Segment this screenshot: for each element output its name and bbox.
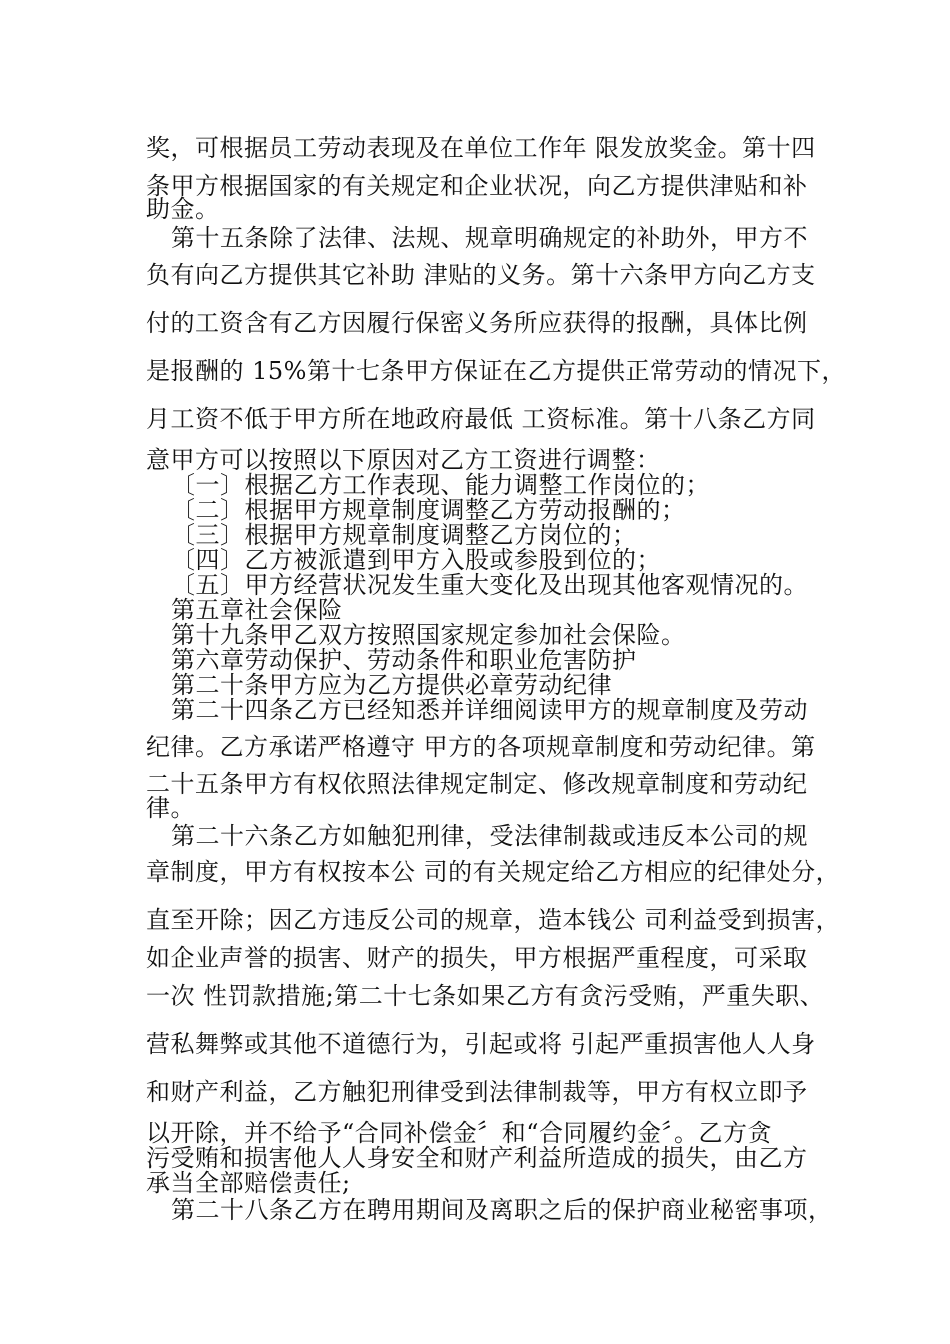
text-line-31: 污受贿和损害他人人身安全和财产利益所造成的损失，由乙方: [146, 1144, 808, 1172]
text-line-25: 直至开除；因乙方违反公司的规章，造本钱公 司利益受到损害，: [146, 906, 841, 934]
text-line-26: 如企业声誉的损害、财产的损失，甲方根据严重程度，可采取: [146, 944, 808, 972]
text-line-1: 奖，可根据员工劳动表现及在单位工作年 限发放奖金。第十四: [146, 134, 816, 162]
text-line-27: 一次 性罚款措施;第二十七条如果乙方有贪污受贿，严重失职、: [146, 982, 825, 1010]
text-line-18: 第二十条甲方应为乙方提供必章劳动纪律: [171, 671, 612, 699]
text-line-13: 〔四〕乙方被派遣到甲方入股或参股到位的；: [171, 546, 661, 574]
text-line-21: 二十五条甲方有权依照法律规定制定、修改规章制度和劳动纪: [146, 770, 808, 798]
text-line-14: 〔五〕甲方经营状况发生重大变化及出现其他客观情况的。: [171, 571, 808, 599]
text-line-5: 负有向乙方提供其它补助 津贴的义务。第十六条甲方向乙方支: [146, 261, 816, 289]
text-line-22: 律。: [146, 794, 195, 822]
text-line-30: 以开除，并不给予“合同补偿金〞和“合同履约金〞。乙方贪: [146, 1119, 773, 1147]
text-line-11: 〔二〕根据甲方规章制度调整乙方劳动报酬的；: [171, 496, 686, 524]
text-line-2: 条甲方根据国家的有关规定和企业状况，向乙方提供津贴和补: [146, 172, 808, 200]
text-line-7: 是报酬的 15%第十七条甲方保证在乙方提供正常劳动的情况下，: [146, 357, 846, 385]
text-line-15: 第五章社会保险: [171, 596, 343, 624]
text-line-3: 助金。: [146, 195, 220, 223]
text-line-33: 第二十八条乙方在聘用期间及离职之后的保护商业秘密事项，: [171, 1196, 833, 1224]
text-line-32: 承当全部赔偿责任;: [146, 1169, 351, 1197]
text-line-16: 第十九条甲乙双方按照国家规定参加社会保险。: [171, 621, 686, 649]
text-line-6: 付的工资含有乙方因履行保密义务所应获得的报酬，具体比例: [146, 309, 808, 337]
text-line-20: 纪律。乙方承诺严格遵守 甲方的各项规章制度和劳动纪律。第: [146, 733, 816, 761]
text-line-12: 〔三〕根据甲方规章制度调整乙方岗位的；: [171, 521, 637, 549]
text-line-28: 营私舞弊或其他不道德行为，引起或将 引起严重损害他人人身: [146, 1030, 816, 1058]
text-line-10: 〔一〕根据乙方工作表现、能力调整工作岗位的；: [171, 471, 710, 499]
text-line-17: 第六章劳动保护、劳动条件和职业危害防护: [171, 646, 637, 674]
text-line-8: 月工资不低于甲方所在地政府最低 工资标准。第十八条乙方同: [146, 405, 816, 433]
text-line-19: 第二十四条乙方已经知悉并详细阅读甲方的规章制度及劳动: [171, 696, 808, 724]
text-line-23: 第二十六条乙方如触犯刑律，受法律制裁或违反本公司的规: [171, 822, 808, 850]
text-line-4: 第十五条除了法律、法规、规章明确规定的补助外，甲方不: [171, 224, 808, 252]
text-line-9: 意甲方可以按照以下原因对乙方工资进行调整：: [146, 446, 661, 474]
text-line-24: 章制度，甲方有权按本公 司的有关规定给乙方相应的纪律处分，: [146, 858, 841, 886]
text-line-29: 和财产利益，乙方触犯刑律受到法律制裁等，甲方有权立即予: [146, 1078, 808, 1106]
